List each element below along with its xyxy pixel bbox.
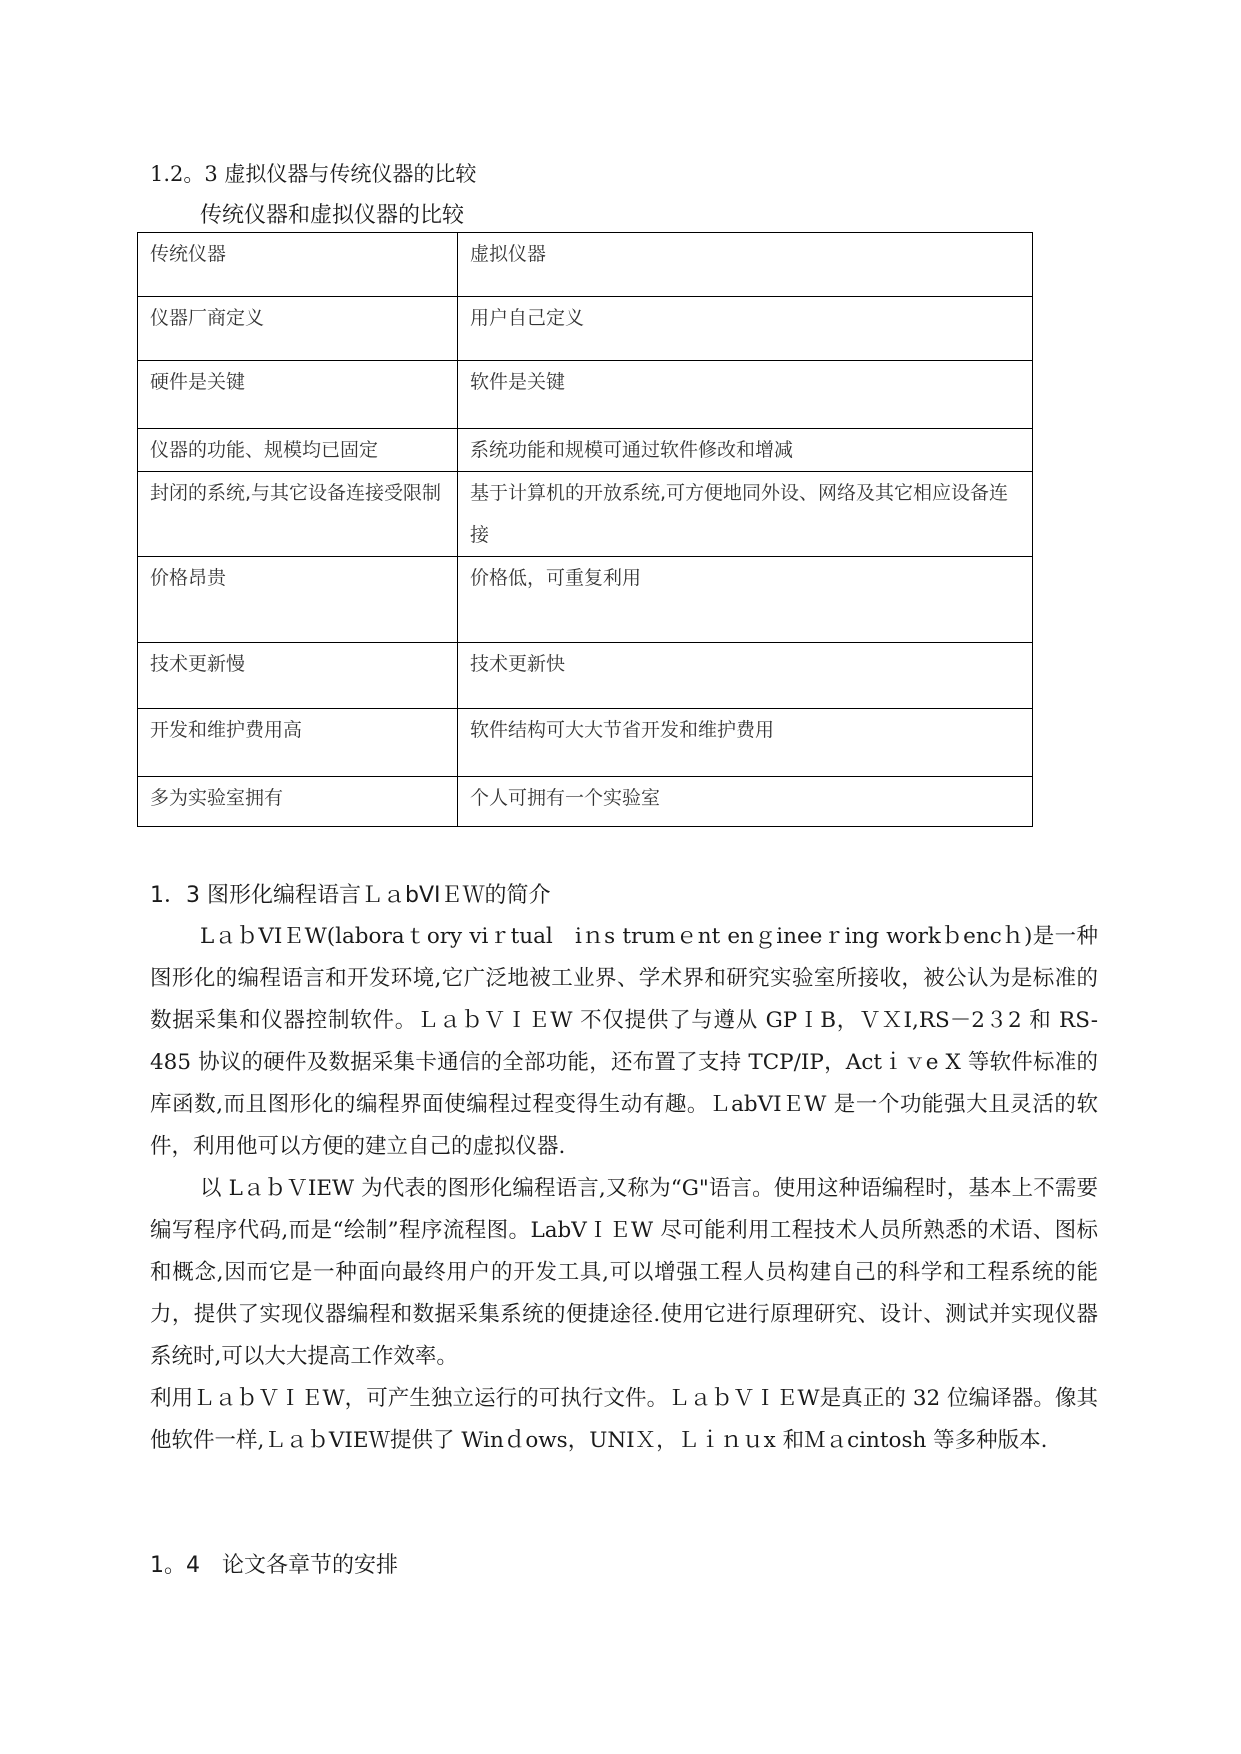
- cell-virtual: 基于计算机的开放系统,可方便地同外设、网络及其它相应设备连接: [457, 472, 1032, 557]
- table-caption: 传统仪器和虚拟仪器的比较: [200, 203, 465, 228]
- table-row: [138, 361, 1033, 429]
- table-row: [138, 643, 1033, 709]
- section-heading-1-3: 1．3 图形化编程语言ＬａbVIＥＷ的简介: [150, 883, 551, 908]
- cell-virtual: 虚拟仪器: [457, 233, 1032, 297]
- table-row: [138, 472, 1033, 557]
- cell-virtual: 个人可拥有一个实验室: [457, 777, 1032, 827]
- paragraph-3: 利用ＬａｂＶＩＥW，可产生独立运行的可执行文件。ＬａｂＶＩＥW是真正的 32 位编译器。像其他软件一样,ＬａｂVIEＷ提供了 Winｄows，UNIＸ，Ｌｉｎｕx 和Ｍａcintosh 等多种版本.: [150, 1386, 1098, 1453]
- table-row: [138, 709, 1033, 777]
- table-row: [138, 297, 1033, 361]
- paragraph-2: 以 LａｂＶIEW 为代表的图形化编程语言,又称为“G"语言。使用这种语编程时，基本上不需要编写程序代码,而是“绘制”程序流程图。LabVＩＥW 尽可能利用工程技术人员所熟悉的术语、图标和概念,因而它是一种面向最终用户的开发工具,可以增强工程人员构建自己的科学和工程系统的能力，提供了实现仪器编程和数据采集系统的便捷途径.使用它进行原理研究、设计、测试并实现仪器系统时,可以大大提高工作效率。: [150, 1176, 1098, 1369]
- cell-traditional: 传统仪器: [138, 233, 458, 297]
- comparison-table: [137, 232, 1033, 827]
- table-row: [138, 557, 1033, 643]
- table-row: [138, 777, 1033, 827]
- cell-traditional: 仪器的功能、规模均已固定: [138, 429, 458, 472]
- cell-traditional: 封闭的系统,与其它设备连接受限制: [138, 472, 458, 557]
- cell-traditional: 仪器厂商定义: [138, 297, 458, 361]
- cell-virtual: 软件结构可大大节省开发和维护费用: [457, 709, 1032, 777]
- table-row: [138, 429, 1033, 472]
- paragraph-1: LａｂVIＥW(laboraｔory viｒtual iｎs trumｅnt enｇineeｒing workｂencｈ)是一种图形化的编程语言和开发环境,它广泛地被工业界、学术界和研究实验室所接收，被公认为是标准的数据采集和仪器控制软件。ＬａｂＶＩＥW 不仅提供了与遵从 GPＩB，ＶＸI,RS－2３2 和 RS-485 协议的硬件及数据采集卡通信的全部功能，还布置了支持 TCP/IP，Actｉｖe X 等软件标准的库函数,而且图形化的编程界面使编程过程变得生动有趣。ＬabVIＥW 是一个功能强大且灵活的软件，利用他可以方便的建立自己的虚拟仪器.: [150, 924, 1098, 1159]
- cell-virtual: 用户自己定义: [457, 297, 1032, 361]
- section-heading-1-2-3: 1.2。3 虚拟仪器与传统仪器的比较: [150, 162, 477, 186]
- table-row: [138, 233, 1033, 297]
- cell-virtual: 系统功能和规模可通过软件修改和增减: [457, 429, 1032, 472]
- section-heading-1-4: 1。4 论文各章节的安排: [150, 1553, 398, 1578]
- cell-virtual: 软件是关键: [457, 361, 1032, 429]
- cell-traditional: 多为实验室拥有: [138, 777, 458, 827]
- cell-virtual: 技术更新快: [457, 643, 1032, 709]
- cell-traditional: 硬件是关键: [138, 361, 458, 429]
- cell-traditional: 技术更新慢: [138, 643, 458, 709]
- cell-virtual: 价格低，可重复利用: [457, 557, 1032, 643]
- cell-traditional: 开发和维护费用高: [138, 709, 458, 777]
- body-text: [150, 916, 1098, 1462]
- cell-traditional: 价格昂贵: [138, 557, 458, 643]
